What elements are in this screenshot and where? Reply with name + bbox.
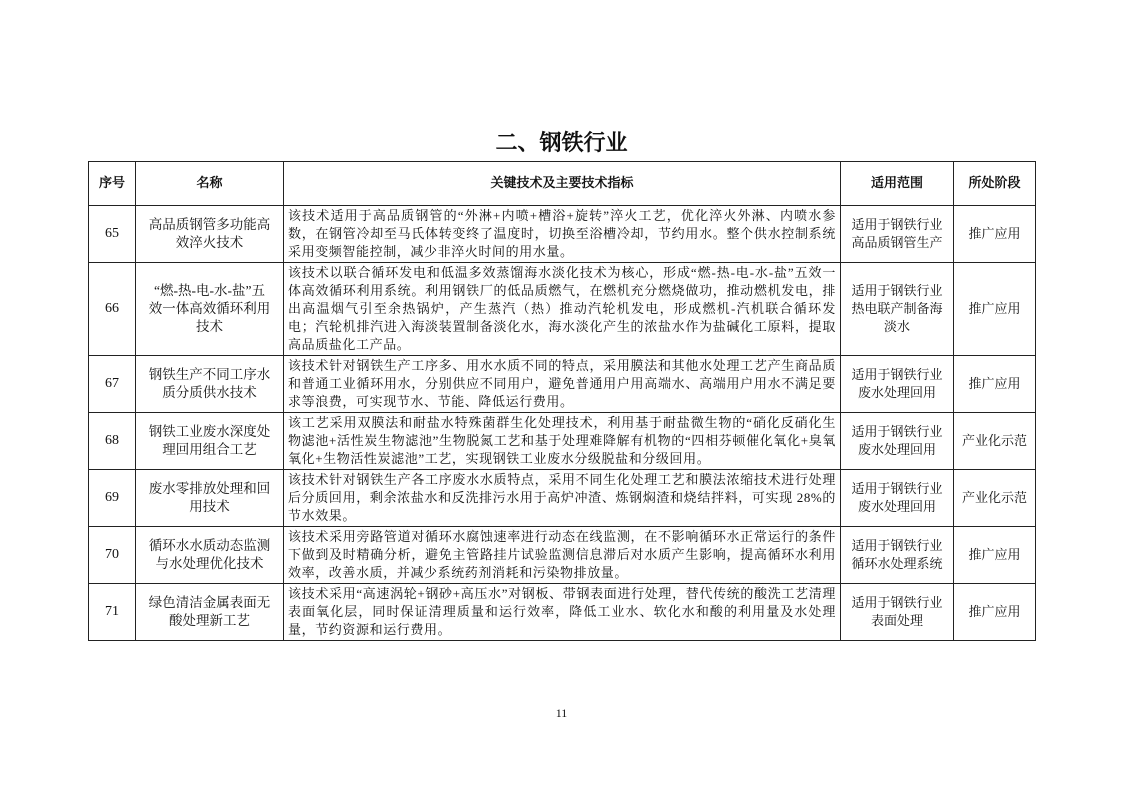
- table-row: [89, 206, 1036, 263]
- table-row: [89, 356, 1036, 413]
- technology-name: 高品质钢管多功能高效淬火技术: [136, 206, 284, 263]
- technology-description: 该技术针对钢铁生产各工序废水水质特点，采用不同生化处理工艺和膜法浓缩技术进行处理后分质回用，剩余浓盐水和反洗排污水用于高炉冲渣、炼钢焖渣和烧结拌料，可实现 28%的节水效果。: [284, 470, 841, 527]
- table-header-row: [89, 162, 1036, 206]
- row-number: 66: [89, 263, 136, 356]
- applicable-scope: 适用于钢铁行业表面处理: [841, 584, 954, 641]
- technology-description: 该工艺采用双膜法和耐盐水特殊菌群生化处理技术，利用基于耐盐微生物的“硝化反硝化生物滤池+活性炭生物滤池”生物脱氮工艺和基于处理难降解有机物的“四相芬顿催化氧化+臭氧氧化+生物活性炭滤池”工艺，实现钢铁工业废水分级脱盐和分级回用。: [284, 413, 841, 470]
- header-key-technology: 关键技术及主要技术指标: [284, 162, 841, 206]
- applicable-scope: 适用于钢铁行业热电联产制备海淡水: [841, 263, 954, 356]
- row-number: 71: [89, 584, 136, 641]
- applicable-scope: 适用于钢铁行业废水处理回用: [841, 356, 954, 413]
- applicable-scope: 适用于钢铁行业废水处理回用: [841, 413, 954, 470]
- section-title: 二、钢铁行业: [495, 131, 628, 156]
- table-row: [89, 584, 1036, 641]
- development-stage: 推广应用: [954, 206, 1036, 263]
- technology-description: 该技术采用旁路管道对循环水腐蚀速率进行动态在线监测，在不影响循环水正常运行的条件下做到及时精确分析，避免主管路挂片试验监测信息滞后对水质产生影响，提高循环水利用效率，改善水质，并减少系统药剂消耗和污染物排放量。: [284, 527, 841, 584]
- table-row: [89, 413, 1036, 470]
- table-row: [89, 527, 1036, 584]
- row-number: 69: [89, 470, 136, 527]
- applicable-scope: 适用于钢铁行业高品质钢管生产: [841, 206, 954, 263]
- technology-description: 该技术针对钢铁生产工序多、用水水质不同的特点，采用膜法和其他水处理工艺产生商品质和普通工业循环用水，分别供应不同用户，避免普通用户用高端水、高端用户用水不满足要求等浪费，可实现节水、节能、降低运行费用。: [284, 356, 841, 413]
- row-number: 70: [89, 527, 136, 584]
- row-number: 67: [89, 356, 136, 413]
- technology-name: 绿色清洁金属表面无酸处理新工艺: [136, 584, 284, 641]
- technology-description: 该技术适用于高品质钢管的“外淋+内喷+槽浴+旋转”淬火工艺，优化淬火外淋、内喷水参数，在钢管冷却至马氏体转变终了温度时，切换至浴槽冷却，节约用水。整个供水控制系统采用变频智能控制，减少非淬火时间的用水量。: [284, 206, 841, 263]
- header-name: 名称: [136, 162, 284, 206]
- applicable-scope: 适用于钢铁行业废水处理回用: [841, 470, 954, 527]
- technology-name: 废水零排放处理和回用技术: [136, 470, 284, 527]
- development-stage: 产业化示范: [954, 413, 1036, 470]
- table-row: [89, 263, 1036, 356]
- development-stage: 推广应用: [954, 356, 1036, 413]
- development-stage: 产业化示范: [954, 470, 1036, 527]
- row-number: 65: [89, 206, 136, 263]
- row-number: 68: [89, 413, 136, 470]
- header-stage: 所处阶段: [954, 162, 1036, 206]
- technology-name: 钢铁生产不同工序水质分质供水技术: [136, 356, 284, 413]
- technology-description: 该技术以联合循环发电和低温多效蒸馏海水淡化技术为核心，形成“燃-热-电-水-盐”五效一体高效循环利用系统。利用钢铁厂的低品质燃气，在燃机充分燃烧做功，推动燃机发电，排出高温烟气引至余热锅炉，产生蒸汽（热）推动汽轮机发电，形成燃机-汽机联合循环发电；汽轮机排汽进入海淡装置制备淡化水，海水淡化产生的浓盐水作为盐碱化工原料，提取高品质盐化工产品。: [284, 263, 841, 356]
- header-number: 序号: [89, 162, 136, 206]
- table-row: [89, 470, 1036, 527]
- technology-table: [88, 161, 1036, 641]
- development-stage: 推广应用: [954, 527, 1036, 584]
- header-scope: 适用范围: [841, 162, 954, 206]
- technology-name: “燃-热-电-水-盐”五效一体高效循环利用技术: [136, 263, 284, 356]
- development-stage: 推广应用: [954, 584, 1036, 641]
- applicable-scope: 适用于钢铁行业循环水处理系统: [841, 527, 954, 584]
- technology-name: 钢铁工业废水深度处理回用组合工艺: [136, 413, 284, 470]
- page-number: 11: [555, 706, 568, 720]
- technology-name: 循环水水质动态监测与水处理优化技术: [136, 527, 284, 584]
- technology-description: 该技术采用“高速涡轮+钢砂+高压水”对钢板、带钢表面进行处理，替代传统的酸洗工艺清理表面氧化层，同时保证清理质量和运行效率，降低工业水、软化水和酸的利用量及水处理量，节约资源和运行费用。: [284, 584, 841, 641]
- development-stage: 推广应用: [954, 263, 1036, 356]
